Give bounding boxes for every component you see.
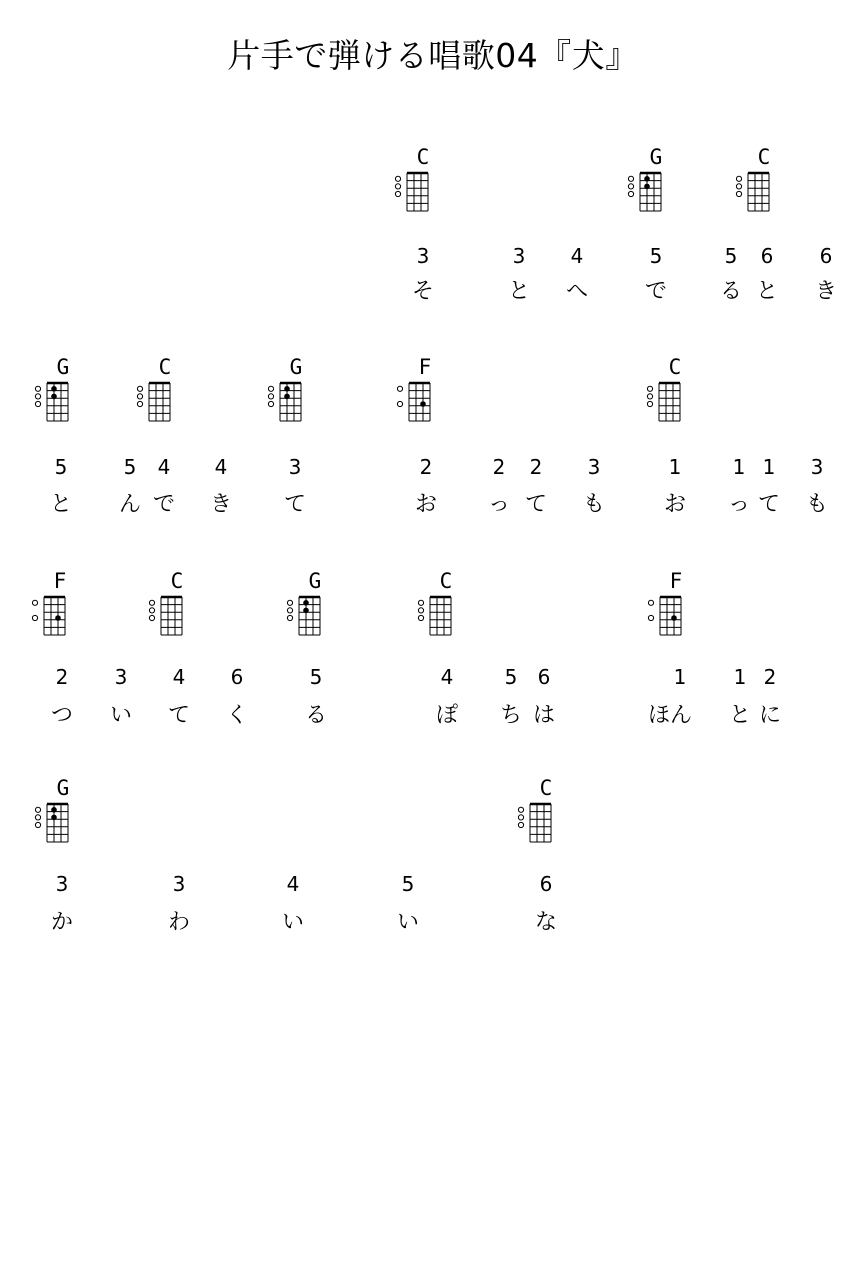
open-string-marker [35, 815, 40, 820]
open-string-marker [35, 394, 40, 399]
lyric-syllable: て [757, 492, 780, 517]
finger-dot [51, 815, 57, 821]
lyric-syllable: ち [499, 703, 522, 728]
chord-f [641, 569, 711, 639]
note-number: 3 [55, 872, 69, 896]
chord-name: G [308, 569, 322, 593]
finger-dot [644, 176, 650, 182]
lyric-syllable: で [644, 279, 667, 304]
note-number: 1 [673, 665, 687, 689]
note-number: 5 [123, 455, 137, 479]
open-string-marker [137, 394, 142, 399]
chord-diagram [47, 383, 72, 423]
open-string-marker [736, 191, 741, 196]
open-string-marker [648, 600, 653, 605]
note-number: 1 [732, 455, 746, 479]
chord-c [411, 569, 481, 639]
lyric-syllable: く [225, 703, 248, 728]
chord-g [28, 355, 98, 425]
lyric-syllable: っ [727, 492, 750, 517]
chord-c [729, 145, 799, 215]
open-string-marker [736, 176, 741, 181]
note-number: 5 [504, 665, 518, 689]
chord-name: C [170, 569, 184, 593]
open-string-marker [287, 608, 292, 613]
chord-name: C [757, 145, 771, 169]
chord-g [280, 569, 350, 639]
chord-c [640, 355, 710, 425]
note-number: 3 [288, 455, 302, 479]
note-number: 3 [416, 244, 430, 268]
lyric-syllable: ん [118, 492, 141, 517]
lyric-syllable: お [663, 492, 686, 517]
open-string-marker [418, 608, 423, 613]
lyric-syllable: へ [565, 279, 588, 304]
open-string-marker [35, 807, 40, 812]
chord-name: C [539, 776, 553, 800]
lyric-syllable: き [209, 492, 232, 517]
open-string-marker [628, 191, 633, 196]
chord-f [25, 569, 95, 639]
finger-dot [284, 394, 290, 400]
chord-name: C [416, 145, 430, 169]
lyric-syllable: と [728, 703, 751, 728]
chord-diagram [44, 597, 69, 637]
lyric-syllable: つ [50, 703, 73, 728]
lyric-syllable: い [281, 910, 304, 935]
note-number: 3 [172, 872, 186, 896]
open-string-marker [32, 600, 37, 605]
note-number: 3 [512, 244, 526, 268]
open-string-marker [287, 615, 292, 620]
open-string-marker [628, 184, 633, 189]
chord-name: F [53, 569, 67, 593]
open-string-marker [35, 401, 40, 406]
open-string-marker [268, 386, 273, 391]
note-number: 2 [55, 665, 69, 689]
open-string-marker [149, 608, 154, 613]
lyric-syllable: い [109, 703, 132, 728]
chord-diagram [407, 173, 432, 213]
open-string-marker [647, 386, 652, 391]
note-number: 5 [401, 872, 415, 896]
note-number: 6 [539, 872, 553, 896]
lyric-syllable: き [814, 279, 837, 304]
open-string-marker [35, 822, 40, 827]
chord-diagram [409, 383, 434, 423]
lyric-syllable: る [304, 703, 327, 728]
note-number: 5 [724, 244, 738, 268]
chord-c [142, 569, 212, 639]
chord-c [388, 145, 458, 215]
note-number: 6 [230, 665, 244, 689]
open-string-marker [418, 600, 423, 605]
chord-diagram [748, 173, 773, 213]
open-string-marker [648, 615, 653, 620]
chord-name: F [418, 355, 432, 379]
note-number: 2 [529, 455, 543, 479]
note-number: 4 [286, 872, 300, 896]
lyric-syllable: て [283, 492, 306, 517]
lyric-syllable: る [719, 279, 742, 304]
lyric-syllable: ぽ [435, 703, 458, 728]
note-number: 1 [762, 455, 776, 479]
note-number: 2 [419, 455, 433, 479]
lyric-syllable: と [507, 279, 530, 304]
lyric-syllable: と [755, 279, 778, 304]
note-number: 4 [440, 665, 454, 689]
open-string-marker [397, 386, 402, 391]
chord-name: G [289, 355, 303, 379]
note-number: 5 [649, 244, 663, 268]
open-string-marker [395, 184, 400, 189]
lyric-syllable: そ [411, 279, 434, 304]
finger-dot [644, 184, 650, 190]
chord-diagram [299, 597, 324, 637]
open-string-marker [518, 815, 523, 820]
open-string-marker [518, 822, 523, 827]
note-number: 6 [760, 244, 774, 268]
open-string-marker [32, 615, 37, 620]
chord-diagram [659, 383, 684, 423]
finger-dot [671, 615, 677, 621]
open-string-marker [287, 600, 292, 605]
note-number: 6 [819, 244, 833, 268]
chord-diagram [530, 804, 555, 844]
page-title: 片手で弾ける唱歌04『犬』 [227, 36, 639, 75]
lyric-syllable: も [582, 492, 605, 517]
note-number: 1 [733, 665, 747, 689]
open-string-marker [137, 386, 142, 391]
open-string-marker [149, 600, 154, 605]
note-number: 2 [492, 455, 506, 479]
chord-diagram [640, 173, 665, 213]
open-string-marker [395, 176, 400, 181]
finger-dot [284, 386, 290, 392]
chord-name: G [649, 145, 663, 169]
finger-dot [51, 807, 57, 813]
note-number: 3 [587, 455, 601, 479]
lyric-syllable: に [758, 703, 781, 728]
lyric-syllable: も [805, 492, 828, 517]
open-string-marker [35, 386, 40, 391]
open-string-marker [395, 191, 400, 196]
chord-f [390, 355, 460, 425]
open-string-marker [418, 615, 423, 620]
lyric-syllable: わ [167, 910, 190, 935]
chord-diagram [660, 597, 685, 637]
finger-dot [51, 386, 57, 392]
open-string-marker [647, 401, 652, 406]
lyric-syllable: な [534, 910, 557, 935]
note-number: 4 [570, 244, 584, 268]
chord-name: C [158, 355, 172, 379]
lyric-syllable: い [396, 910, 419, 935]
chord-diagram [430, 597, 455, 637]
open-string-marker [268, 401, 273, 406]
chord-name: G [56, 776, 70, 800]
note-number: 2 [763, 665, 777, 689]
lyric-syllable: か [50, 910, 73, 935]
lyric-syllable: て [524, 492, 547, 517]
lyric-syllable: と [49, 492, 72, 517]
lyric-syllable: は [532, 703, 555, 728]
chord-name: G [56, 355, 70, 379]
chord-c [511, 776, 581, 846]
finger-dot [51, 394, 57, 400]
chord-name: F [669, 569, 683, 593]
note-number: 4 [157, 455, 171, 479]
chord-g [261, 355, 331, 425]
chord-g [621, 145, 691, 215]
open-string-marker [736, 184, 741, 189]
chord-name: C [439, 569, 453, 593]
note-number: 4 [214, 455, 228, 479]
note-number: 5 [309, 665, 323, 689]
chord-name: C [668, 355, 682, 379]
chord-diagram [161, 597, 186, 637]
chord-diagram [149, 383, 174, 423]
lyric-syllable: お [414, 492, 437, 517]
note-number: 6 [537, 665, 551, 689]
open-string-marker [268, 394, 273, 399]
finger-dot [55, 615, 61, 621]
note-number: 3 [114, 665, 128, 689]
open-string-marker [137, 401, 142, 406]
open-string-marker [149, 615, 154, 620]
open-string-marker [518, 807, 523, 812]
chord-diagram [280, 383, 305, 423]
lyric-syllable: て [167, 703, 190, 728]
open-string-marker [397, 401, 402, 406]
chord-g [28, 776, 98, 846]
open-string-marker [628, 176, 633, 181]
finger-dot [303, 600, 309, 606]
note-number: 3 [810, 455, 824, 479]
note-number: 5 [54, 455, 68, 479]
chord-diagram [47, 804, 72, 844]
note-number: 1 [668, 455, 682, 479]
lyric-syllable: で [152, 492, 175, 517]
chord-c [130, 355, 200, 425]
lyric-syllable: っ [487, 492, 510, 517]
note-number: 4 [172, 665, 186, 689]
lyric-syllable: ほん [648, 703, 693, 728]
finger-dot [420, 401, 426, 407]
open-string-marker [647, 394, 652, 399]
finger-dot [303, 608, 309, 614]
